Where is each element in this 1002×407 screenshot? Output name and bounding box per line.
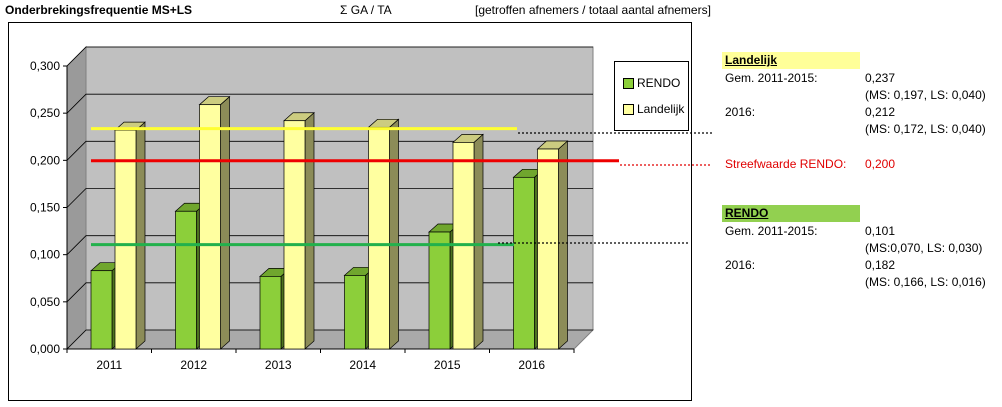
bar-landelijk-2011-side — [136, 122, 145, 349]
bar-rendo-2013 — [260, 276, 281, 349]
rendo-avg-value: 0,101 — [865, 224, 896, 238]
landelijk-2016-label: 2016: — [725, 105, 756, 119]
streefwaarde-label: Streefwaarde RENDO: — [725, 157, 847, 171]
y-tick-label: 0,250 — [29, 106, 60, 121]
bar-landelijk-2013-side — [305, 113, 314, 349]
y-tick-label: 0,150 — [29, 200, 60, 215]
landelijk-2016-value: 0,212 — [865, 105, 896, 119]
bar-rendo-2012 — [176, 211, 197, 349]
landelijk-avg-label: Gem. 2011-2015: — [725, 71, 818, 85]
x-tick-label: 2014 — [349, 358, 377, 372]
chart-header-title: Onderbrekingsfrequentie MS+LS — [5, 3, 193, 17]
bar-rendo-2016 — [514, 177, 535, 349]
bar-rendo-2011 — [91, 271, 112, 349]
x-tick-label: 2012 — [180, 358, 208, 372]
landelijk-2016-detail: (MS: 0,172, LS: 0,040) — [865, 122, 986, 136]
landelijk-avg-value: 0,237 — [865, 71, 896, 85]
streefwaarde-value: 0,200 — [865, 157, 896, 171]
legend-item-landelijk — [623, 102, 684, 116]
x-tick-label: 2016 — [518, 358, 546, 372]
rendo-avg-detail: (MS:0,070, LS: 0,030) — [865, 241, 983, 255]
bar-landelijk-2016-side — [559, 141, 568, 349]
x-tick-label: 2015 — [433, 358, 461, 372]
legend-swatch-landelijk — [623, 104, 634, 115]
legend-item-rendo — [623, 76, 680, 90]
bar-landelijk-2016 — [538, 149, 559, 349]
rendo-2016-label: 2016: — [725, 258, 756, 272]
x-tick-label: 2013 — [264, 358, 292, 372]
rendo-avg-label: Gem. 2011-2015: — [725, 224, 818, 238]
y-tick-label: 0,000 — [29, 342, 60, 356]
chart-plot — [9, 23, 691, 400]
legend-label-rendo: RENDO — [637, 76, 681, 90]
y-tick-label: 0,300 — [29, 59, 60, 73]
legend-label-landelijk: Landelijk — [637, 102, 685, 116]
landelijk-avg-detail: (MS: 0,197, LS: 0,040) — [865, 88, 986, 102]
bar-landelijk-2011 — [115, 130, 136, 349]
formula-note: [getroffen afnemers / totaal aantal afnemers] — [475, 3, 711, 17]
rendo-2016-detail: (MS: 0,166, LS: 0,016) — [865, 275, 986, 289]
bar-rendo-2015 — [429, 232, 450, 349]
y-tick-label: 0,200 — [29, 153, 60, 168]
bar-landelijk-2013 — [284, 121, 305, 349]
rendo-2016-value: 0,182 — [865, 258, 896, 272]
legend-swatch-rendo — [623, 78, 634, 89]
landelijk-panel-title: Landelijk — [722, 52, 860, 69]
formula-label: Σ GA / TA — [340, 3, 392, 17]
y-tick-label: 0,050 — [29, 294, 60, 309]
bar-landelijk-2014-side — [390, 119, 399, 349]
bar-landelijk-2015-side — [474, 134, 483, 349]
x-tick-label: 2011 — [96, 358, 123, 372]
bar-landelijk-2012 — [200, 105, 221, 349]
bar-landelijk-2012-side — [221, 97, 230, 349]
y-tick-label: 0,100 — [29, 247, 60, 262]
chart-area — [8, 22, 692, 401]
bar-rendo-2014 — [345, 275, 366, 349]
rendo-panel-title: RENDO — [722, 205, 860, 222]
chart-legend — [614, 61, 689, 131]
